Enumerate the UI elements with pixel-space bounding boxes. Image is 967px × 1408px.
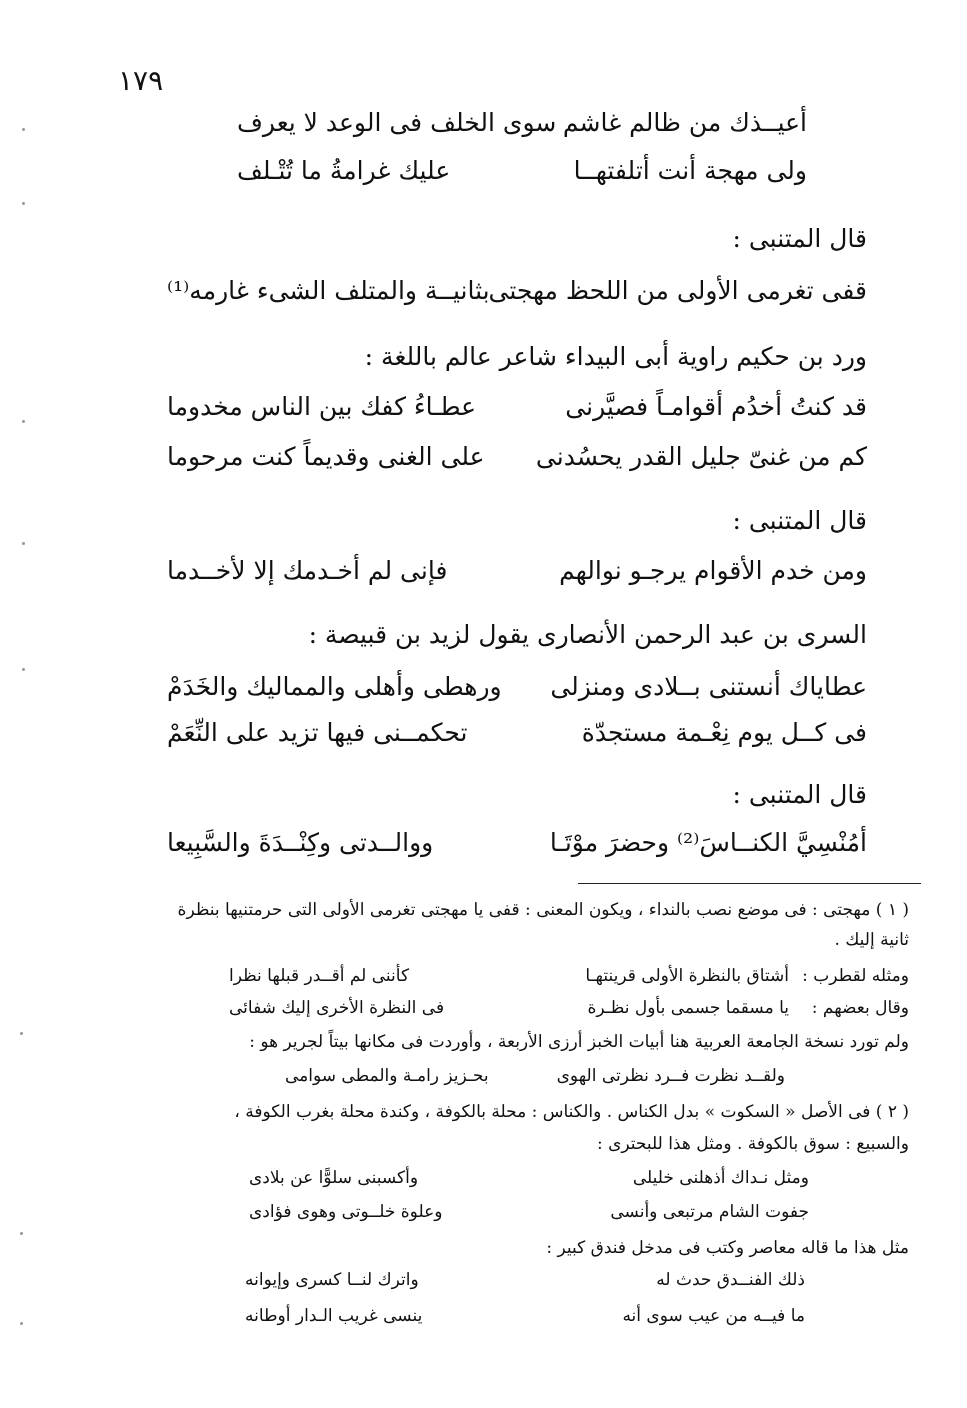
- hemistich-second: ورهطى وأهلى والمماليك والخَدَمْ: [167, 672, 502, 701]
- hemistich-first: قد كنتُ أخدُم أقوامـاً فصيَّرنى: [565, 392, 867, 421]
- hemistich-second: كأننى لم أقــدر قبلها نظرا: [229, 966, 410, 986]
- footnote-line: ولم تورد نسخة الجامعة العربية هنا أبيات الخبز أرزى الأربعة ، وأوردت فى مكانها بيتاً لجرير هو :: [249, 1032, 909, 1052]
- prose-line: قال المتنبى :: [732, 780, 867, 809]
- scan-speck: [22, 668, 25, 671]
- hemistich-second: عطـاءُ كفك بين الناس مخدوما: [167, 392, 477, 421]
- hemistich-second: تحكمــنى فيها تزيد على النِّعَمْ: [167, 718, 468, 747]
- footnote-verse: [229, 998, 789, 1022]
- verse-5: [167, 442, 867, 476]
- page-number: ١٧٩: [118, 64, 164, 97]
- hemistich-first: ما فيــه من عيب سوى أنه: [622, 1306, 805, 1326]
- prose-line: السرى بن عبد الرحمن الأنصارى يقول لزيد بن قبيصة :: [308, 620, 867, 649]
- prose-line: قال المتنبى :: [732, 506, 867, 535]
- footnote-divider: [578, 883, 921, 884]
- footnote-verse: [249, 1202, 809, 1226]
- hemistich-first: ومثل نـداك أذهلنى خليلى: [632, 1168, 809, 1188]
- hemistich-second: بحـزيز رامـة والمطى سوامى: [285, 1066, 489, 1086]
- footnote-verse: [229, 966, 789, 990]
- hemistich-first: عطاياك أنستنى بــلادى ومنزلى: [550, 672, 867, 701]
- verse-9: [167, 828, 867, 862]
- verse-7: [167, 672, 867, 706]
- footnote-verse: [285, 1066, 785, 1090]
- hemistich-first: فى كــل يوم نِعْـمة مستجدّة: [581, 718, 867, 747]
- hemistich-second: بثانيــة والمتلف الشىء غارمه⁽¹⁾: [167, 276, 490, 305]
- hemistich-first: قفى تغرمى الأولى من اللحظ مهجتى: [488, 276, 867, 305]
- hemistich-first: أمُنْسِيَّ الكنــاسَ⁽²⁾ وحضرَ موْتَـا: [549, 828, 867, 857]
- hemistich-second: فإنى لم أخـدمك إلا لأخــدما: [167, 556, 448, 585]
- footnote-line: ثانية إليك .: [834, 930, 909, 950]
- footnote-verse: [249, 1168, 809, 1192]
- scan-speck: [22, 202, 25, 205]
- scan-speck: [20, 1232, 23, 1235]
- hemistich-first: أعيــذك من ظالم غاشم: [562, 108, 807, 137]
- verse-3: [167, 276, 867, 310]
- hemistich-second: ووالــدتى وكِنْــدَةَ والسَّبِيعا: [167, 828, 434, 857]
- footnote-line: ( ١ ) مهجتى : فى موضع نصب بالنداء ، ويكون المعنى : قفى يا مهجتى تغرمى الأولى التى حرمتنيها بنظرة: [177, 900, 909, 920]
- hemistich-first: يا مسقما جسمى بأول نظـرة: [587, 998, 789, 1018]
- scan-speck: [20, 1032, 23, 1035]
- verse-2: [237, 156, 807, 190]
- hemistich-first: أشتاق بالنظرة الأولى قرينتهـا: [585, 966, 789, 986]
- footnote-verse: [245, 1306, 805, 1330]
- hemistich-second: سوى الخلف فى الوعد لا يعرف: [237, 108, 557, 137]
- hemistich-second: ينسى غريب الـدار أوطانه: [245, 1306, 423, 1326]
- hemistich-first: ولى مهجة أنت أتلفتهــا: [573, 156, 807, 185]
- hemistich-second: على الغنى وقديماً كنت مرحوما: [167, 442, 485, 471]
- prose-line: قال المتنبى :: [732, 224, 867, 253]
- prose-line: ورد بن حكيم راوية أبى البيداء شاعر عالم باللغة :: [364, 342, 867, 371]
- hemistich-second: وأكسبنى سلوًّا عن بلادى: [249, 1168, 419, 1188]
- hemistich-second: فى النظرة الأخرى إليك شفائى: [229, 998, 445, 1018]
- hemistich-second: عليك غرامةُ ما تُتْـلف: [237, 156, 451, 185]
- verse-6: [167, 556, 867, 590]
- hemistich-first: ولقــد نظرت فــرد نظرتى الهوى: [556, 1066, 785, 1086]
- footnote-verse: [245, 1270, 805, 1294]
- scan-speck: [22, 128, 25, 131]
- hemistich-first: جفوت الشام مرتبعى وأنسى: [610, 1202, 809, 1222]
- scan-speck: [22, 420, 25, 423]
- footnote-label: ومثله لقطرب :: [802, 966, 909, 986]
- scan-speck: [20, 1322, 23, 1325]
- hemistich-second: وعلوة خلــوتى وهوى فؤادى: [249, 1202, 443, 1222]
- footnote-line: والسبيع : سوق بالكوفة . ومثل هذا للبحترى :: [596, 1134, 909, 1154]
- hemistich-first: ذلك الفنــدق حدث له: [656, 1270, 805, 1290]
- footnote-line: ( ٢ ) فى الأصل « السكوت » بدل الكناس . والكناس : محلة بالكوفة ، وكندة محلة بغرب الكوفة ،: [234, 1102, 909, 1122]
- footnote-label: وقال بعضهم :: [811, 998, 909, 1018]
- footnote-line: مثل هذا ما قاله معاصر وكتب فى مدخل فندق كبير :: [546, 1238, 909, 1258]
- hemistich-second: واترك لنــا كسرى وإيوانه: [245, 1270, 419, 1290]
- verse-1: [237, 108, 807, 142]
- hemistich-first: ومن خدم الأقوام يرجـو نوالهم: [559, 556, 867, 585]
- verse-8: [167, 718, 867, 752]
- verse-4: [167, 392, 867, 426]
- hemistich-first: كم من غنىّ جليل القدر يحسُدنى: [535, 442, 867, 471]
- scan-speck: [22, 542, 25, 545]
